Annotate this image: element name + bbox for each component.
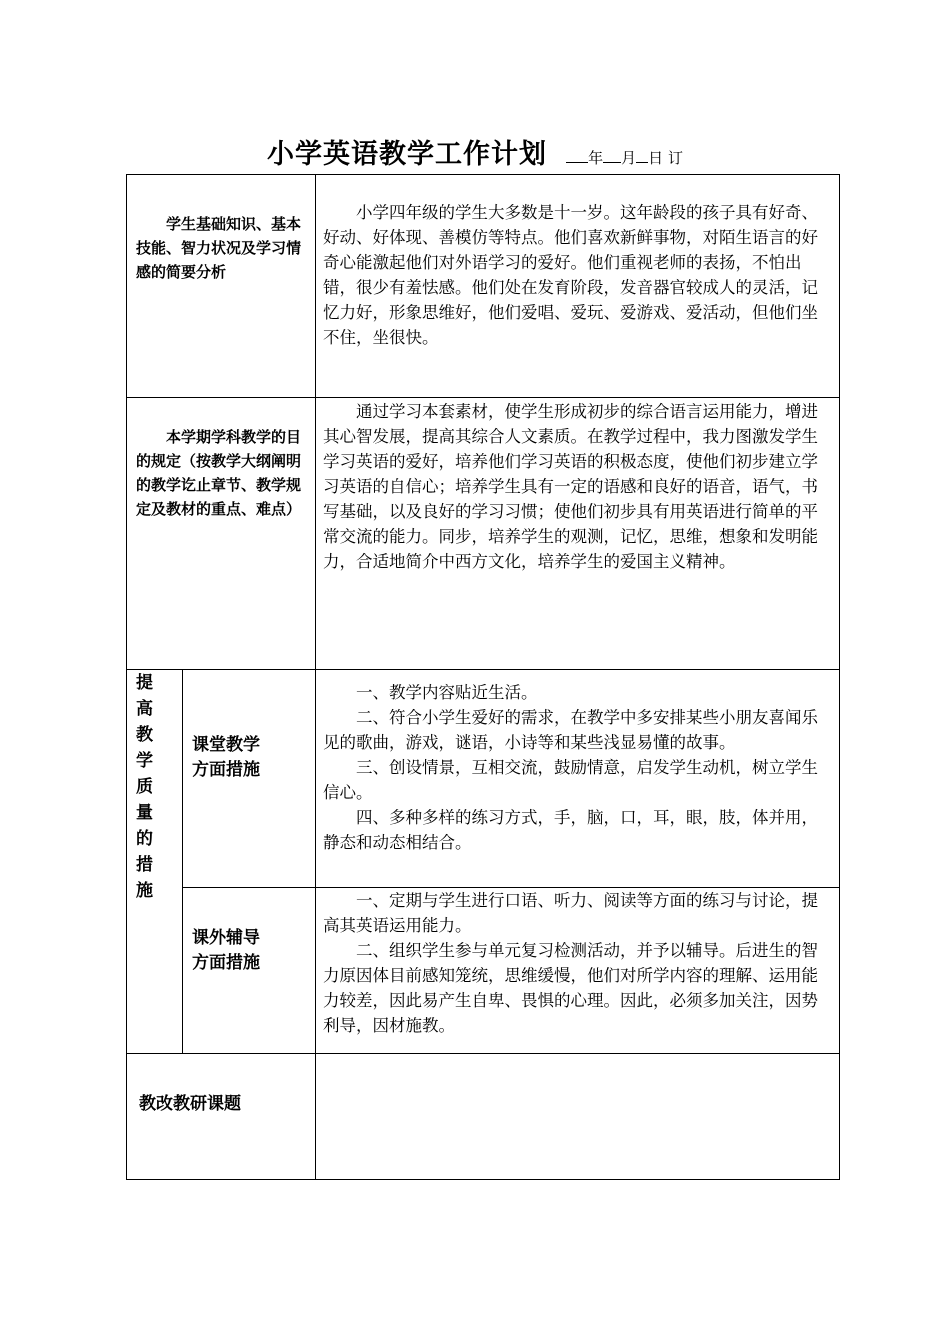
list-item: 三、创设情景，互相交流，鼓励情意，启发学生动机，树立学生信心。 (323, 758, 818, 802)
column-divider (182, 669, 183, 1054)
list-item: 四、多种多样的练习方式，手，脑，口，耳，眼，肢，体并用，静态和动态相结合。 (323, 808, 818, 852)
page-header (0, 132, 950, 171)
list-item: 一、定期与学生进行口语、听力、阅读等方面的练习与讨论，提高其英语运用能力。 (323, 891, 818, 935)
extracurricular-measures-content (323, 888, 831, 1038)
month-blank (603, 162, 621, 163)
student-analysis-content: 小学四年级的学生大多数是十一岁。这年龄段的孩子具有好奇、好动、好体现、善模仿等特点。他们喜欢新鲜事物，对陌生语言的好奇心能激起他们对外语学习的爱好。他们重视老师的表扬，不怕出错，很少有羞怯感。他们处在发育阶段，发音器官较成人的灵活，记忆力好，形象思维好，他们爱唱、爱玩、爱游戏、爱活动，但他们坐不住，坐很快。 (323, 203, 818, 347)
year-blank (566, 162, 588, 163)
row-divider (126, 1053, 840, 1054)
classroom-measures-content (323, 680, 831, 855)
table-border-bottom (126, 1179, 840, 1180)
table-border-right (839, 174, 840, 1180)
list-item: 一、教学内容贴近生活。 (356, 683, 538, 702)
research-topic-label: 教改教研课题 (139, 1094, 241, 1114)
list-item: 二、组织学生参与单元复习检测活动，并予以辅导。后进生的智力原因体目前感知笼统，思维缓慢，他们对所学内容的理解、运用能力较差，因此易产生自卑、畏惧的心理。因此，必须多加关注，因势利导，因材施教。 (323, 941, 818, 1035)
row-divider (126, 669, 840, 670)
day-blank (636, 162, 648, 163)
row-divider (126, 397, 840, 398)
list-item: 二、符合小学生爱好的需求，在教学中多安排某些小朋友喜闻乐见的歌曲，游戏，谜语，小诗等和某些浅显易懂的故事。 (323, 708, 818, 752)
page-title: 小学英语教学工作计划 (267, 139, 548, 170)
table-border-left (126, 174, 127, 1180)
table-border-top (126, 174, 840, 175)
column-divider (315, 174, 316, 1180)
research-topic-content (323, 1060, 831, 1170)
teaching-goals-content: 通过学习本套素材，使学生形成初步的综合语言运用能力，增进其心智发展，提高其综合人文素质。在教学过程中，我力图激发学生学习英语的爱好，培养他们学习英语的积极态度，使他们初步建立学习英语的自信心；培养学生具有一定的语感和良好的语音，语气，书写基础，以及良好的学习习惯；使他们初步具有用英语进行简单的平常交流的能力。同步，培养学生的观测，记忆，思维，想象和发明能力，合适地简介中西方文化，培养学生的爱国主义精神。 (323, 402, 818, 571)
student-analysis-label: 学生基础知识、基本技能、智力状况及学习情感的简要分析 (136, 215, 302, 281)
date-line: 年 月 日 订 (566, 149, 683, 167)
teaching-goals-label: 本学期学科教学的目的规定（按教学大纲阐明的教学讫止章节、教学规定及教材的重点、难点） (136, 428, 302, 518)
extracurricular-measures-label: 课外辅导 方面措施 (192, 928, 260, 973)
quality-measures-label: 提 高 教 学 质 量 的 措 施 (136, 673, 153, 901)
classroom-measures-label: 课堂教学 方面措施 (192, 735, 260, 780)
